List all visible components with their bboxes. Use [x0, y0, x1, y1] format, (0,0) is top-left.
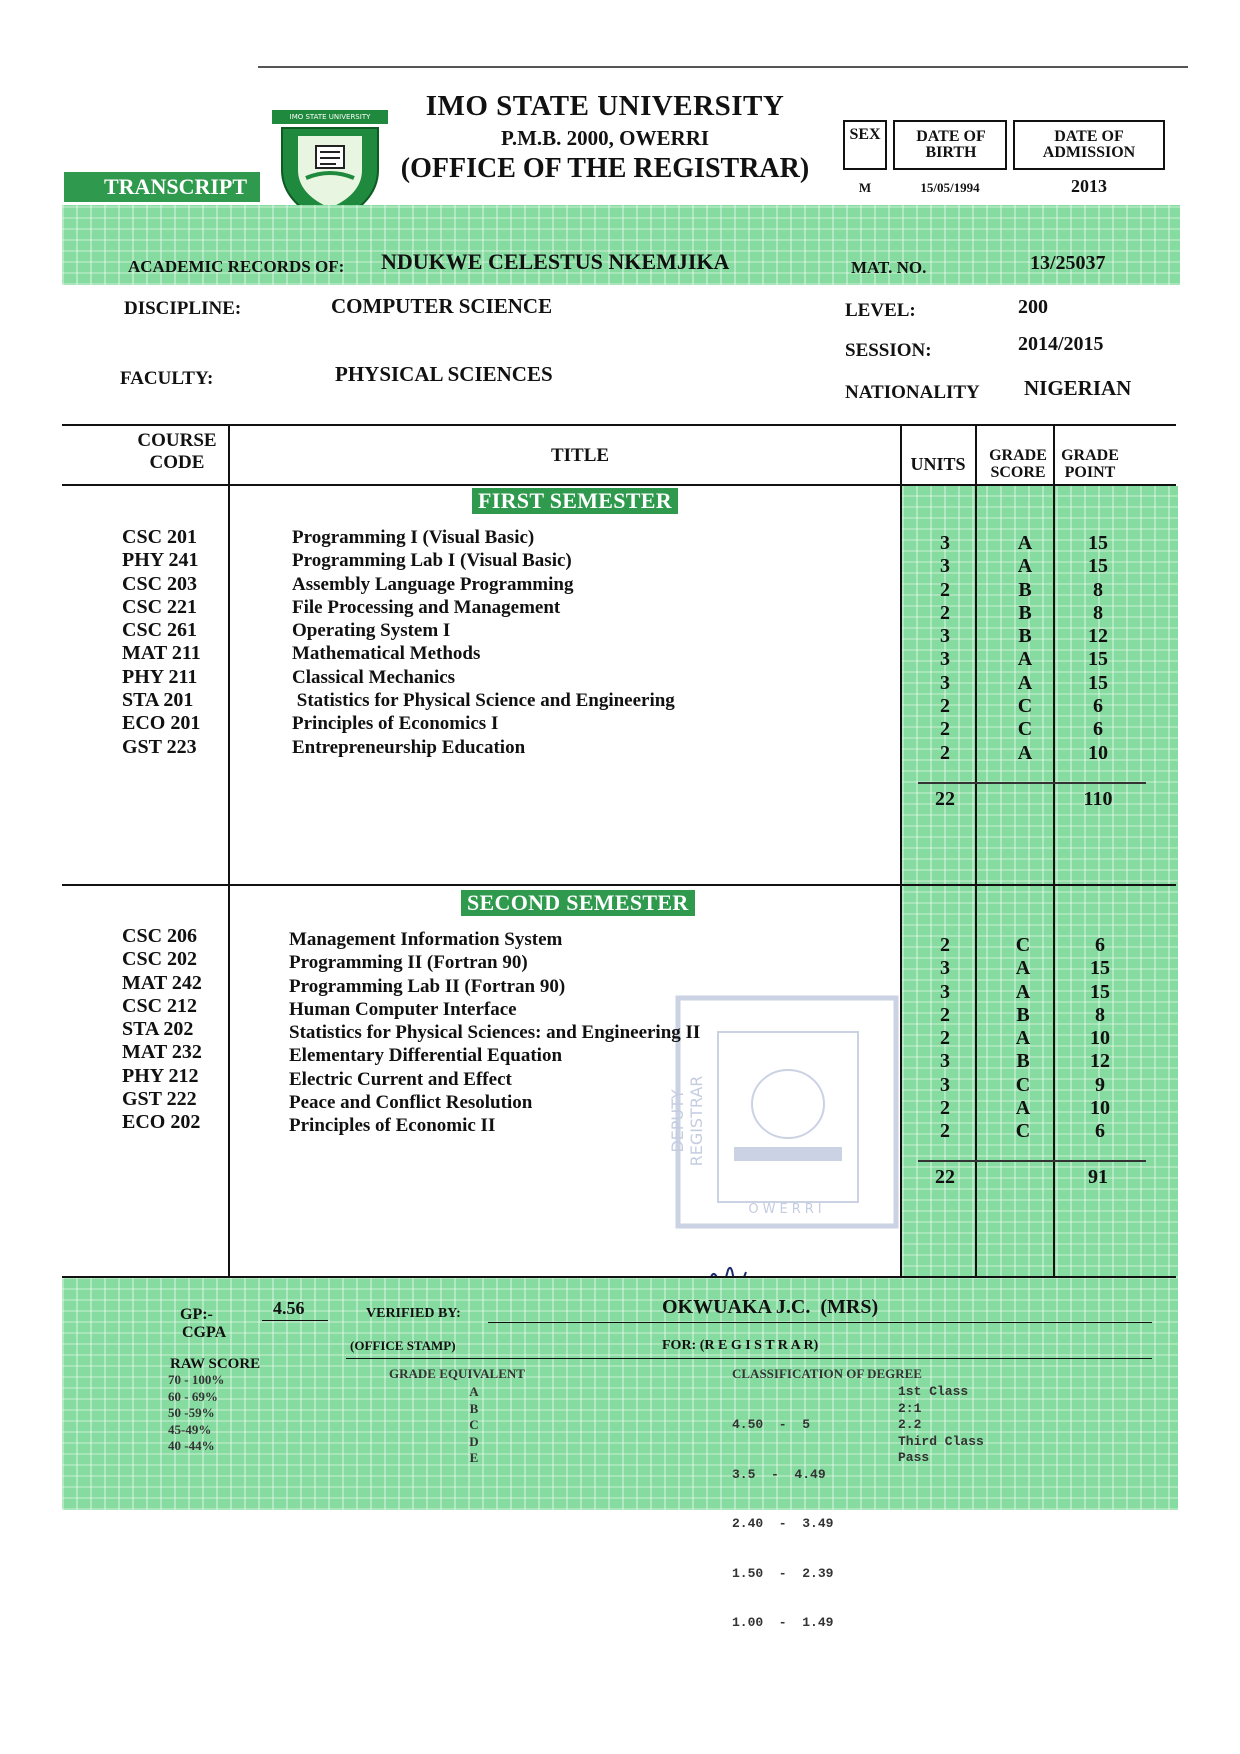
course-point: 15 [1090, 980, 1110, 1003]
stamp-text-top: DEPUTY REGISTRAR [668, 1075, 706, 1167]
course-title: Operating System I [292, 620, 451, 642]
course-title: Programming Lab II (Fortran 90) [289, 975, 566, 997]
mat-no-label: MAT. NO. [851, 258, 927, 277]
course-code: MAT 242 [122, 971, 202, 994]
raw-score-item: 60 - 69% [168, 1388, 218, 1404]
sex-value: M [858, 180, 872, 195]
class-range: 3.5 - 4.49 [732, 1466, 826, 1482]
course-grade: B [1018, 601, 1032, 624]
course-title: Elementary Differential Equation [289, 1045, 563, 1067]
first-semester-titles [292, 526, 675, 759]
gp-label: GP:- [180, 1306, 213, 1323]
course-grade: B [1016, 1003, 1030, 1026]
university-address: P.M.B. 2000, OWERRI [500, 126, 710, 150]
top-rule [258, 66, 1188, 68]
course-code: PHY 212 [122, 1064, 199, 1087]
verified-by-rule [488, 1322, 1152, 1323]
gp-underline [262, 1320, 328, 1321]
course-units: 3 [940, 1050, 950, 1073]
course-grade: A [1017, 555, 1033, 578]
first-total-rule [918, 782, 1146, 784]
course-code: CSC 221 [122, 595, 198, 618]
header-grade-point: GRADE POINT [1061, 447, 1119, 481]
course-units: 3 [940, 957, 950, 980]
course-point: 8 [1093, 578, 1103, 601]
header-grade-score: GRADE SCORE [989, 447, 1047, 481]
grade-item: C [469, 1417, 479, 1432]
office-stamp [668, 992, 902, 1232]
second-semester-units [930, 934, 960, 1144]
office-stamp-label: (OFFICE STAMP) [350, 1338, 456, 1353]
student-name: NDUKWE CELESTUS NKEMJIKA [381, 249, 730, 274]
course-code: MAT 232 [122, 1041, 202, 1064]
first-semester-codes [122, 526, 201, 759]
course-grade: C [1017, 695, 1033, 718]
raw-score-item: 40 -44% [168, 1438, 215, 1453]
class-name: 2.2 [898, 1417, 922, 1432]
first-semester-units [930, 532, 960, 765]
course-code: STA 201 [122, 689, 194, 712]
course-title: Mathematical Methods [292, 643, 481, 665]
course-title: Programming II (Fortran 90) [289, 952, 528, 974]
col-rule-4 [1053, 424, 1055, 1276]
course-title: Programming Lab I (Visual Basic) [292, 550, 572, 572]
class-range: 1.00 - 1.49 [732, 1615, 834, 1630]
course-units: 3 [940, 671, 950, 694]
first-semester-grades [1010, 532, 1040, 765]
office-title: (OFFICE OF THE REGISTRAR) [400, 153, 810, 184]
second-total-units: 22 [935, 1166, 955, 1188]
course-title: Human Computer Interface [289, 998, 517, 1020]
second-semester-codes [122, 925, 202, 1135]
course-grade: A [1015, 980, 1031, 1003]
second-total-points: 91 [1088, 1166, 1108, 1188]
course-point: 6 [1093, 695, 1103, 718]
second-total-rule [918, 1160, 1146, 1162]
course-units: 3 [940, 532, 950, 554]
course-grade: A [1017, 648, 1033, 671]
course-grade: C [1015, 1073, 1031, 1096]
registrar-rule [346, 1358, 1152, 1359]
course-title: Entrepreneurship Education [292, 736, 526, 758]
class-name: Third Class [898, 1433, 984, 1449]
raw-score-item: 45-49% [168, 1421, 212, 1437]
for-registrar: FOR: (R E G I S T R A R) [662, 1338, 819, 1353]
course-code: ECO 202 [122, 1111, 201, 1134]
session-value: 2014/2015 [1018, 333, 1104, 355]
course-code: CSC 201 [122, 526, 198, 548]
course-point: 10 [1090, 1097, 1110, 1120]
course-code: ECO 201 [122, 712, 201, 735]
course-code: CSC 203 [122, 572, 198, 595]
col-rule-1 [228, 424, 230, 1276]
course-units: 2 [940, 741, 950, 764]
course-point: 8 [1095, 1003, 1105, 1026]
admission-label: DATE OF ADMISSION [1042, 128, 1136, 161]
course-point: 6 [1095, 934, 1105, 956]
gp-value: 4.56 [273, 1298, 305, 1318]
course-code: PHY 211 [122, 665, 198, 688]
mat-no-value: 13/25037 [1030, 252, 1106, 274]
raw-score-label: RAW SCORE [170, 1356, 261, 1372]
level-label: LEVEL: [845, 300, 916, 321]
course-title: Programming I (Visual Basic) [292, 527, 535, 548]
course-units: 2 [940, 1120, 950, 1143]
raw-score-item: 50 -59% [168, 1405, 215, 1420]
personal-info-box [843, 120, 1165, 204]
course-point: 9 [1095, 1073, 1105, 1096]
classification-ranges [732, 1384, 833, 1648]
course-code: GST 222 [122, 1088, 197, 1111]
logo-top-text: IMO STATE UNIVERSITY [289, 113, 371, 121]
class-range: 4.50 - 5 [732, 1417, 811, 1432]
course-units: 2 [940, 578, 950, 601]
level-value: 200 [1018, 296, 1048, 318]
raw-score-item: 70 - 100% [168, 1372, 225, 1387]
course-title: Assembly Language Programming [292, 573, 574, 595]
first-semester-label: FIRST SEMESTER [472, 488, 678, 514]
course-code: GST 223 [122, 735, 197, 758]
footer-top-rule [62, 1276, 1176, 1278]
course-units: 2 [940, 718, 950, 741]
course-point: 6 [1093, 718, 1103, 741]
academic-records-label: ACADEMIC RECORDS OF: [128, 257, 345, 276]
raw-score-list [168, 1372, 224, 1455]
course-title: Classical Mechanics [292, 666, 456, 688]
course-grade: B [1016, 1050, 1030, 1073]
faculty-value: PHYSICAL SCIENCES [335, 362, 553, 386]
second-semester-grades [1008, 934, 1038, 1144]
class-name: 1st Class [898, 1384, 969, 1399]
class-name: 2:1 [898, 1400, 922, 1416]
course-units: 2 [940, 1097, 950, 1120]
classification-label: CLASSIFICATION OF DEGREE [732, 1366, 922, 1381]
class-range: 2.40 - 3.49 [732, 1516, 834, 1531]
course-grade: C [1015, 1120, 1031, 1143]
course-point: 10 [1088, 741, 1108, 764]
dob-label: DATE OF BIRTH [916, 128, 986, 161]
course-grade: A [1015, 957, 1031, 980]
grade-item: B [469, 1400, 479, 1416]
course-grade: A [1017, 532, 1033, 554]
course-point: 12 [1090, 1050, 1110, 1073]
course-title: Peace and Conflict Resolution [289, 1092, 533, 1114]
course-grade: B [1018, 625, 1032, 648]
course-units: 3 [940, 1073, 950, 1096]
course-units: 2 [940, 934, 950, 956]
header-units: UNITS [910, 454, 966, 474]
nationality-label: NATIONALITY [845, 382, 980, 403]
nationality-value: NIGERIAN [1024, 376, 1132, 400]
cgpa-label: CGPA [182, 1324, 227, 1341]
dob-value: 15/05/1994 [920, 180, 980, 195]
sex-label: SEX [849, 126, 881, 143]
course-units: 3 [940, 648, 950, 671]
course-code: CSC 206 [122, 925, 198, 947]
course-title: Principles of Economic II [289, 1115, 496, 1137]
course-units: 2 [940, 1027, 950, 1050]
grade-item: D [469, 1433, 479, 1449]
col-rule-3 [975, 424, 977, 1276]
course-point: 10 [1090, 1027, 1110, 1050]
header-course-code: COURSE CODE [137, 430, 217, 473]
first-total-units: 22 [935, 788, 955, 810]
session-label: SESSION: [845, 340, 932, 361]
course-grade: C [1017, 718, 1033, 741]
course-units: 2 [940, 695, 950, 718]
discipline-label: DISCIPLINE: [124, 298, 242, 319]
course-title: File Processing and Management [292, 596, 561, 618]
course-title: Electric Current and Effect [289, 1068, 512, 1090]
course-code: PHY 241 [122, 549, 199, 572]
course-point: 6 [1095, 1120, 1105, 1143]
course-point: 15 [1088, 555, 1108, 578]
course-code: STA 202 [122, 1018, 194, 1041]
second-semester-label: SECOND SEMESTER [461, 890, 695, 916]
transcript-label: TRANSCRIPT [64, 172, 260, 202]
footer-band [62, 1278, 1178, 1510]
course-code: CSC 202 [122, 948, 198, 971]
course-title: Statistics for Physical Sciences: and Engineering II [289, 1022, 701, 1044]
verified-by-label: VERIFIED BY: [366, 1306, 461, 1321]
course-code: CSC 212 [122, 994, 198, 1017]
course-units: 2 [940, 601, 950, 624]
faculty-label: FACULTY: [120, 368, 214, 389]
class-range: 1.50 - 2.39 [732, 1565, 834, 1581]
second-semester-points [1080, 934, 1120, 1144]
course-code: MAT 211 [122, 642, 201, 665]
course-units: 3 [940, 555, 950, 578]
course-grade: A [1017, 671, 1033, 694]
discipline-value: COMPUTER SCIENCE [331, 294, 553, 318]
grade-equivalent-list [464, 1384, 484, 1467]
class-name: Pass [898, 1450, 930, 1465]
course-point: 15 [1090, 957, 1110, 980]
stamp-text-bottom: OWERRI [748, 1202, 826, 1217]
grade-item: E [469, 1450, 479, 1465]
second-semester-titles [289, 928, 700, 1138]
verifier-name: OKWUAKA J.C. (MRS) [662, 1296, 879, 1318]
classification-names [898, 1384, 984, 1467]
course-grade: A [1015, 1097, 1031, 1120]
grade-equivalent-label: GRADE EQUIVALENT [389, 1366, 525, 1381]
course-point: 15 [1088, 671, 1108, 694]
university-name: IMO STATE UNIVERSITY [425, 90, 785, 122]
course-title: Management Information System [289, 929, 563, 950]
course-grade: B [1018, 578, 1032, 601]
course-units: 2 [940, 1003, 950, 1026]
course-code: CSC 261 [122, 619, 198, 642]
course-point: 12 [1088, 625, 1108, 648]
first-semester-points [1078, 532, 1118, 765]
first-total-points: 110 [1083, 788, 1113, 810]
course-point: 15 [1088, 648, 1108, 671]
admission-value: 2013 [1071, 176, 1107, 196]
header-title: TITLE [550, 445, 610, 466]
course-point: 15 [1088, 532, 1108, 554]
grade-item: A [469, 1384, 479, 1399]
course-grade: C [1015, 934, 1031, 956]
course-title: Principles of Economics I [292, 713, 499, 735]
course-grade: A [1015, 1027, 1031, 1050]
course-units: 3 [940, 625, 950, 648]
course-title: Statistics for Physical Science and Engineering [292, 690, 675, 712]
course-grade: A [1017, 741, 1033, 764]
course-units: 3 [940, 980, 950, 1003]
course-point: 8 [1093, 601, 1103, 624]
